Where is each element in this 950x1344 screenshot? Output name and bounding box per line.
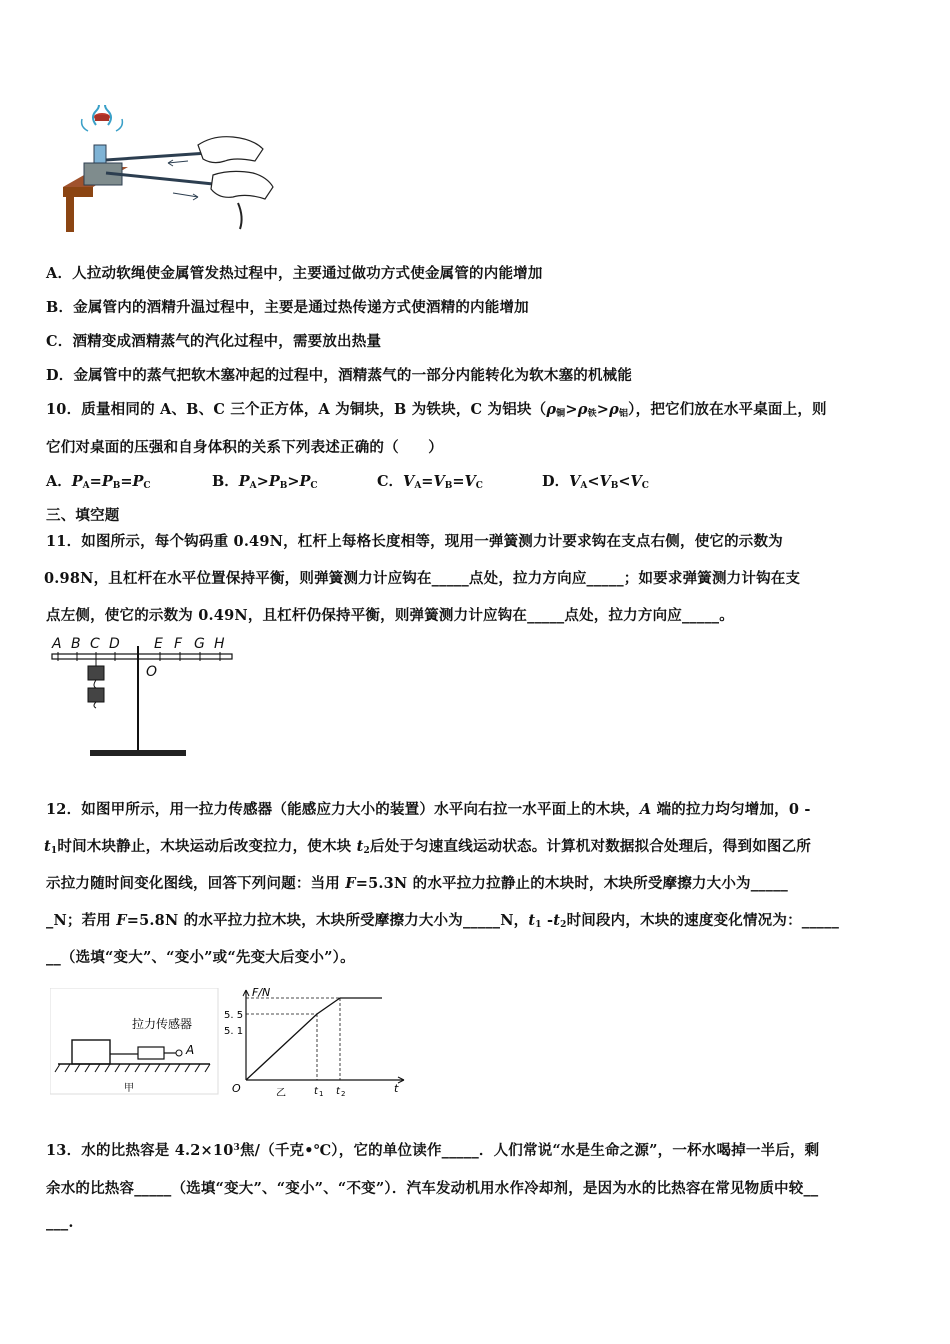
q12-figure-yi — [224, 984, 414, 1096]
q13-line2: 余水的比热容_____（选填“变大”、“变小”、“不变”）．汽车发动机用水作冷却剂，是因为水的比热容在常见物质中较__ — [46, 1180, 819, 1197]
q9-option-c: C．酒精变成酒精蒸气的汽化过程中，需要放出热量 — [46, 333, 382, 350]
fulcrum-label: O — [146, 664, 158, 680]
q10-stem-line2: 它们对桌面的压强和自身体积的关系下列表述正确的（ ） — [46, 439, 443, 456]
force-time-chart — [224, 984, 414, 1096]
chart-marks — [246, 998, 382, 1080]
lever-label-g: G — [194, 636, 205, 652]
q10-option-b: B．$P_A>P_B>P_C$ — [212, 473, 318, 491]
q13-line3: ___. — [46, 1214, 74, 1231]
fig-jia-a-label: A — [186, 1043, 195, 1057]
q11-lever-figure — [46, 632, 246, 762]
fig-jia-sensor-label: 拉力传感器 — [132, 1017, 193, 1031]
q12-line5: __（选填“变大”、“变小”或“先变大后变小”）。 — [46, 949, 355, 966]
y-axis-label: F/N — [252, 986, 271, 999]
sensor-setup-diagram — [50, 988, 220, 1096]
q9-figure — [58, 105, 278, 240]
q12-line3: 示拉力随时间变化图线，回答下列问题：当用 F=5.3N 的水平拉力拉静止的木块时，木块所受摩擦力大小为_____ — [46, 875, 788, 892]
x-tick-t2-sub: 2 — [341, 1090, 346, 1096]
lever-label-d: D — [109, 636, 120, 652]
q9-option-a: A．人拉动软绳使金属管发热过程中，主要通过做功方式使金属管的内能增加 — [46, 265, 543, 282]
q10-stem-line1: 10．质量相同的 A、B、C 三个正方体，A 为铜块，B 为铁块，C 为铝块$(\rho_铜>\rho_铁>\rho_铝)$，把它们放在水平桌面上，则 — [46, 401, 827, 419]
q10-option-a: A．$P_A=P_B=P_C$ — [46, 473, 151, 491]
q11-line1: 11．如图所示，每个钩码重 0.49N，杠杆上每格长度相等，现用一弹簧测力计要求钩在支点右侧，使它的示数为 — [46, 533, 783, 550]
section-title: 三、填空题 — [46, 507, 120, 524]
fig-yi-caption: 乙 — [276, 1088, 286, 1096]
lever-label-f: F — [174, 636, 183, 652]
q12-line1: 12．如图甲所示，用一拉力传感器（能感应力大小的装置）水平向右拉一水平面上的木块，A 端的拉力均匀增加，0 - — [46, 801, 811, 818]
lever-label-h: H — [214, 636, 225, 652]
q9-option-d: D．金属管中的蒸气把软木塞冲起的过程中，酒精蒸气的一部分内能转化为软木塞的机械能 — [46, 367, 633, 384]
x-tick-t2: t — [336, 1086, 340, 1096]
friction-tube-illustration — [58, 105, 278, 240]
x-tick-t1-sub: 1 — [319, 1090, 324, 1096]
lever-diagram — [46, 632, 246, 762]
q11-line3: 点左侧，使它的示数为 0.49N，且杠杆仍保持平衡，则弹簧测力计应钩在_____点处，拉力方向应_____。 — [46, 607, 734, 624]
q12-line2: $t_1$时间木块静止，木块运动后改变拉力，使木块 $t_2$后处于匀速直线运动状态。计算机对数据拟合处理后，得到如图乙所 — [44, 838, 811, 856]
y-tick-5-5: 5. 5 — [224, 1010, 244, 1021]
lever-label-a: A — [52, 636, 62, 652]
q9-option-b: B．金属管内的酒精升温过程中，主要是通过热传递方式使酒精的内能增加 — [46, 299, 529, 316]
x-axis-label: t — [394, 1082, 399, 1095]
origin-label: O — [232, 1082, 241, 1095]
lever-label-c: C — [90, 636, 100, 652]
q11-line2: 0.98N，且杠杆在水平位置保持平衡，则弹簧测力计应钩在_____点处，拉力方向应_____；如要求弹簧测力计钩在支 — [44, 570, 801, 587]
q13-line1: 13．水的比热容是 $4.2\times 10^3$焦/（千克•℃），它的单位读作_____．人们常说“水是生命之源”，一杯水喝掉一半后，剩 — [46, 1142, 820, 1159]
y-tick-5-1: 5. 1 — [224, 1026, 244, 1037]
lever-label-b: B — [71, 636, 81, 652]
fig-jia-caption: 甲 — [124, 1083, 134, 1094]
x-tick-t1: t — [314, 1086, 318, 1096]
q12-figure-jia — [50, 988, 220, 1096]
q10-option-c: C．$V_A=V_B=V_C$ — [377, 473, 483, 491]
q10-option-d: D．$V_A<V_B<V_C$ — [542, 473, 649, 491]
series-line — [246, 998, 382, 1080]
lever-label-e: E — [154, 636, 163, 652]
q12-line4: _N；若用 F=5.8N 的水平拉力拉木块，木块所受摩擦力大小为_____N，$t_1$ $-t_2$时间段内，木块的速度变化情况为：_____ — [46, 912, 840, 930]
